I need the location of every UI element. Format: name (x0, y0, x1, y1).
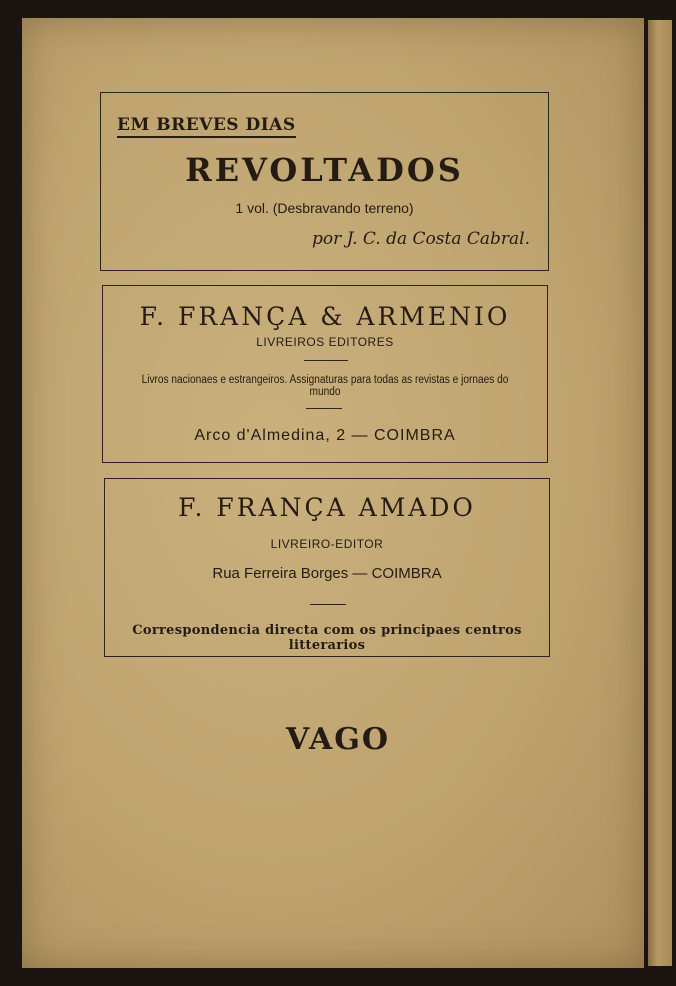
volume-info: 1 vol. (Desbravando terreno) (235, 200, 414, 216)
vago-label: VAGO (286, 722, 390, 757)
kicker-heading: EM BREVES DIAS (117, 115, 296, 138)
divider (310, 604, 346, 605)
announcement-box (100, 92, 549, 271)
bookseller-2-box (104, 478, 550, 657)
firm-note: Correspondencia directa com os principaes centros litterarios (132, 623, 522, 653)
firm-name: F. FRANÇA AMADO (178, 493, 476, 522)
next-page-edge (648, 20, 672, 966)
divider (304, 360, 348, 361)
book-title: REVOLTADOS (185, 151, 464, 189)
firm-name: F. FRANÇA & ARMENIO (139, 302, 511, 331)
firm-address: Arco d'Almedina, 2 — COIMBRA (194, 427, 456, 444)
firm-description: Livros nacionaes e estrangeiros. Assignaturas para todas as revistas e jornaes do mundo (141, 374, 509, 398)
firm-subtitle: LIVREIROS EDITORES (256, 335, 394, 349)
bookseller-1-box (102, 285, 548, 463)
divider (306, 408, 342, 409)
firm-subtitle: LIVREIRO-EDITOR (270, 537, 384, 551)
firm-address: Rua Ferreira Borges — COIMBRA (212, 565, 442, 582)
author-line: por J. C. da Costa Cabral. (311, 229, 530, 249)
